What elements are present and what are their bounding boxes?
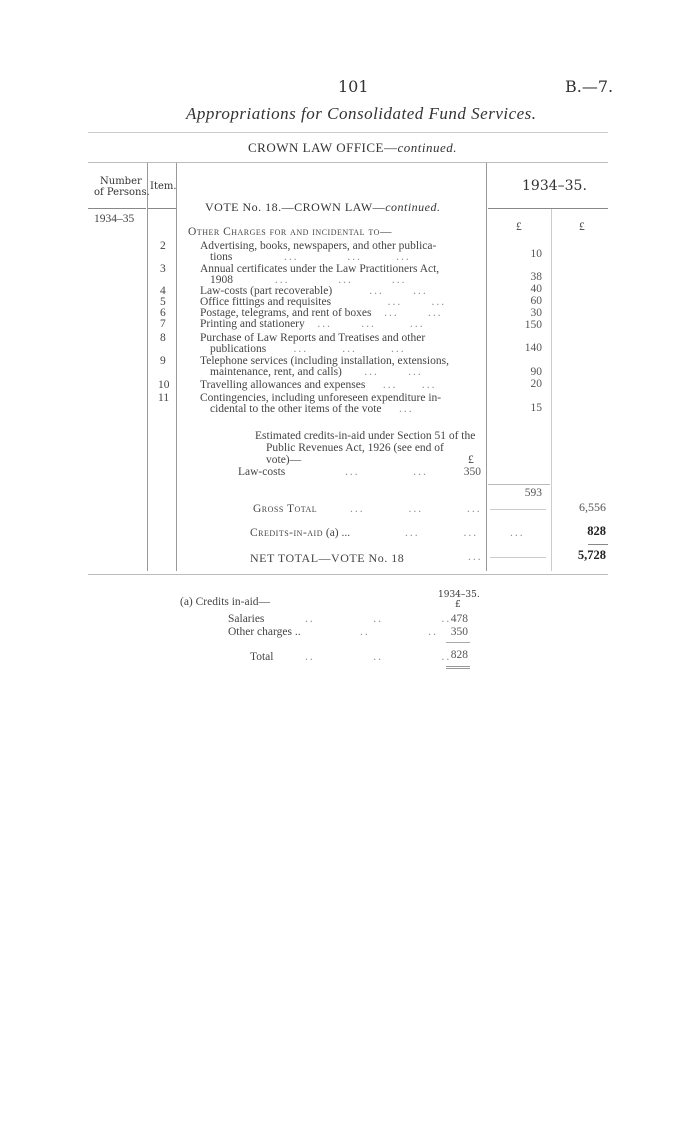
section-continued: continued. xyxy=(397,140,458,155)
credits-note-pound: £ xyxy=(468,454,474,466)
document-reference: B.—7. xyxy=(565,77,614,96)
item-amount: 30 xyxy=(530,307,542,319)
item-number: 3 xyxy=(160,263,166,275)
header-number: Number xyxy=(100,176,142,187)
page-number: 101 xyxy=(338,77,369,96)
law-costs-label: Law-costs xyxy=(238,466,286,478)
law-costs-leader: ... ... xyxy=(345,466,428,478)
footnote-row-label: Other charges .. xyxy=(228,626,301,638)
table-bottom-rule xyxy=(88,574,608,575)
item-amount: 150 xyxy=(524,319,542,331)
subtotal-value: 593 xyxy=(524,487,542,499)
footnote-year: 1934–35. xyxy=(438,590,480,600)
item-text: Travelling allowances and expenses ... ... xyxy=(200,379,437,391)
gross-total-label: Gross Total xyxy=(253,503,318,515)
column-rule-amount xyxy=(551,208,552,571)
footnote-row-value: 350 xyxy=(450,626,468,638)
credits-in-aid-value: 828 xyxy=(587,524,606,538)
section-heading xyxy=(248,140,457,156)
item-text: Telephone services (including installation, extensions, xyxy=(200,355,449,367)
item-text-cont: 1908 ... ... ... xyxy=(210,274,407,286)
item-number: 2 xyxy=(160,240,166,252)
item-text: Advertising, books, newspapers, and other publica- xyxy=(200,240,437,252)
header-of-persons: of Persons. xyxy=(94,187,150,198)
gross-total-value: 6,556 xyxy=(579,500,606,514)
item-text: Office fittings and requisites ... ... xyxy=(200,296,447,308)
item-text: Law-costs (part recoverable) ... ... xyxy=(200,285,428,297)
credits-amount-dots: ... xyxy=(510,527,525,539)
vote-title xyxy=(205,200,441,215)
gross-total-leader: ... ... ... xyxy=(350,503,482,515)
other-charges-heading: Other Charges for and incidental to— xyxy=(188,226,392,238)
item-text-cont: cidental to the other items of the vote ... xyxy=(210,403,414,415)
net-total-value: 5,728 xyxy=(577,548,606,562)
footnote-row-value: 478 xyxy=(450,613,468,625)
vote-title-text: VOTE No. 18.—CROWN LAW— xyxy=(205,200,386,214)
item-number: 5 xyxy=(160,296,166,308)
credits-in-aid-row xyxy=(250,527,350,539)
footnote-double-rule xyxy=(446,666,470,669)
footnote-leader: .. .. .. xyxy=(305,613,452,625)
net-rule xyxy=(588,544,608,545)
column-rule-persons xyxy=(147,163,148,571)
credits-note-line-3: vote)— xyxy=(266,454,302,466)
item-amount: 40 xyxy=(530,283,542,295)
footnote-leader: .. .. .. xyxy=(305,651,452,663)
footnote-total-value: 828 xyxy=(450,649,468,661)
item-amount: 38 xyxy=(530,271,542,283)
pound-sign-1: £ xyxy=(516,221,522,233)
item-text: Postage, telegrams, and rent of boxes ... ... xyxy=(200,307,443,319)
footnote-leader: .. .. xyxy=(360,626,438,638)
item-number: 4 xyxy=(160,285,166,297)
section-title: CROWN LAW OFFICE— xyxy=(248,140,398,155)
net-total-label: NET TOTAL—VOTE No. 18 xyxy=(250,551,405,565)
item-text: Purchase of Law Reports and Treatises and other xyxy=(200,332,426,344)
item-text-cont: publications ... ... ... xyxy=(210,343,406,355)
item-number: 7 xyxy=(160,318,166,330)
item-number: 11 xyxy=(158,392,170,404)
persons-header-rule xyxy=(88,208,146,209)
item-text: Annual certificates under the Law Practitioners Act, xyxy=(200,263,440,275)
gross-rule xyxy=(490,509,546,510)
pound-sign-2: £ xyxy=(579,221,585,233)
footnote-total-label: Total xyxy=(250,651,274,663)
item-amount: 15 xyxy=(530,402,542,414)
item-text: Printing and stationery ... ... ... xyxy=(200,318,425,330)
persons-year: 1934–35 xyxy=(94,213,135,225)
subtotal-rule xyxy=(488,484,550,485)
column-rule-text xyxy=(486,163,487,571)
footnote-pound: £ xyxy=(455,600,461,610)
credits-note-line-1: Estimated credits-in-aid under Section 51 of the xyxy=(255,430,476,442)
footnote-row-label: Salaries xyxy=(228,613,265,625)
item-text-cont: maintenance, rent, and calls) ... ... xyxy=(210,366,423,378)
header-year: 1934–35. xyxy=(522,178,587,194)
vote-title-continued: continued. xyxy=(385,200,441,214)
item-text: Contingencies, including unforeseen expenditure in- xyxy=(200,392,442,404)
item-amount: 90 xyxy=(530,366,542,378)
item-amount: 140 xyxy=(524,342,542,354)
item-amount: 60 xyxy=(530,295,542,307)
header-item: Item. xyxy=(150,181,177,192)
net-leader: ... xyxy=(468,551,483,563)
item-amount: 10 xyxy=(530,248,542,260)
header-rule xyxy=(88,132,608,133)
credits-note-line-2: Public Revenues Act, 1926 (see end of xyxy=(266,442,444,454)
item-number: 10 xyxy=(158,379,170,391)
footnote-label: (a) Credits in-aid— xyxy=(180,596,271,608)
column-rule-item xyxy=(176,163,177,571)
footnote-total-rule xyxy=(446,642,470,643)
item-text-cont: tions ... ... ... xyxy=(210,251,411,263)
law-costs-value: 350 xyxy=(463,466,481,478)
table-top-rule xyxy=(88,162,608,163)
page-title: Appropriations for Consolidated Fund Services. xyxy=(186,104,537,123)
item-number: 9 xyxy=(160,355,166,367)
credits-leader: ... ... xyxy=(405,527,479,539)
net-amount-rule xyxy=(490,557,546,558)
item-header-rule xyxy=(148,208,176,209)
credits-in-aid-label: Credits-in-aid xyxy=(250,527,323,539)
item-number: 6 xyxy=(160,307,166,319)
credits-in-aid-ref: (a) ... xyxy=(325,527,351,539)
item-amount: 20 xyxy=(530,378,542,390)
year-header-rule xyxy=(488,208,608,209)
item-number: 8 xyxy=(160,332,166,344)
